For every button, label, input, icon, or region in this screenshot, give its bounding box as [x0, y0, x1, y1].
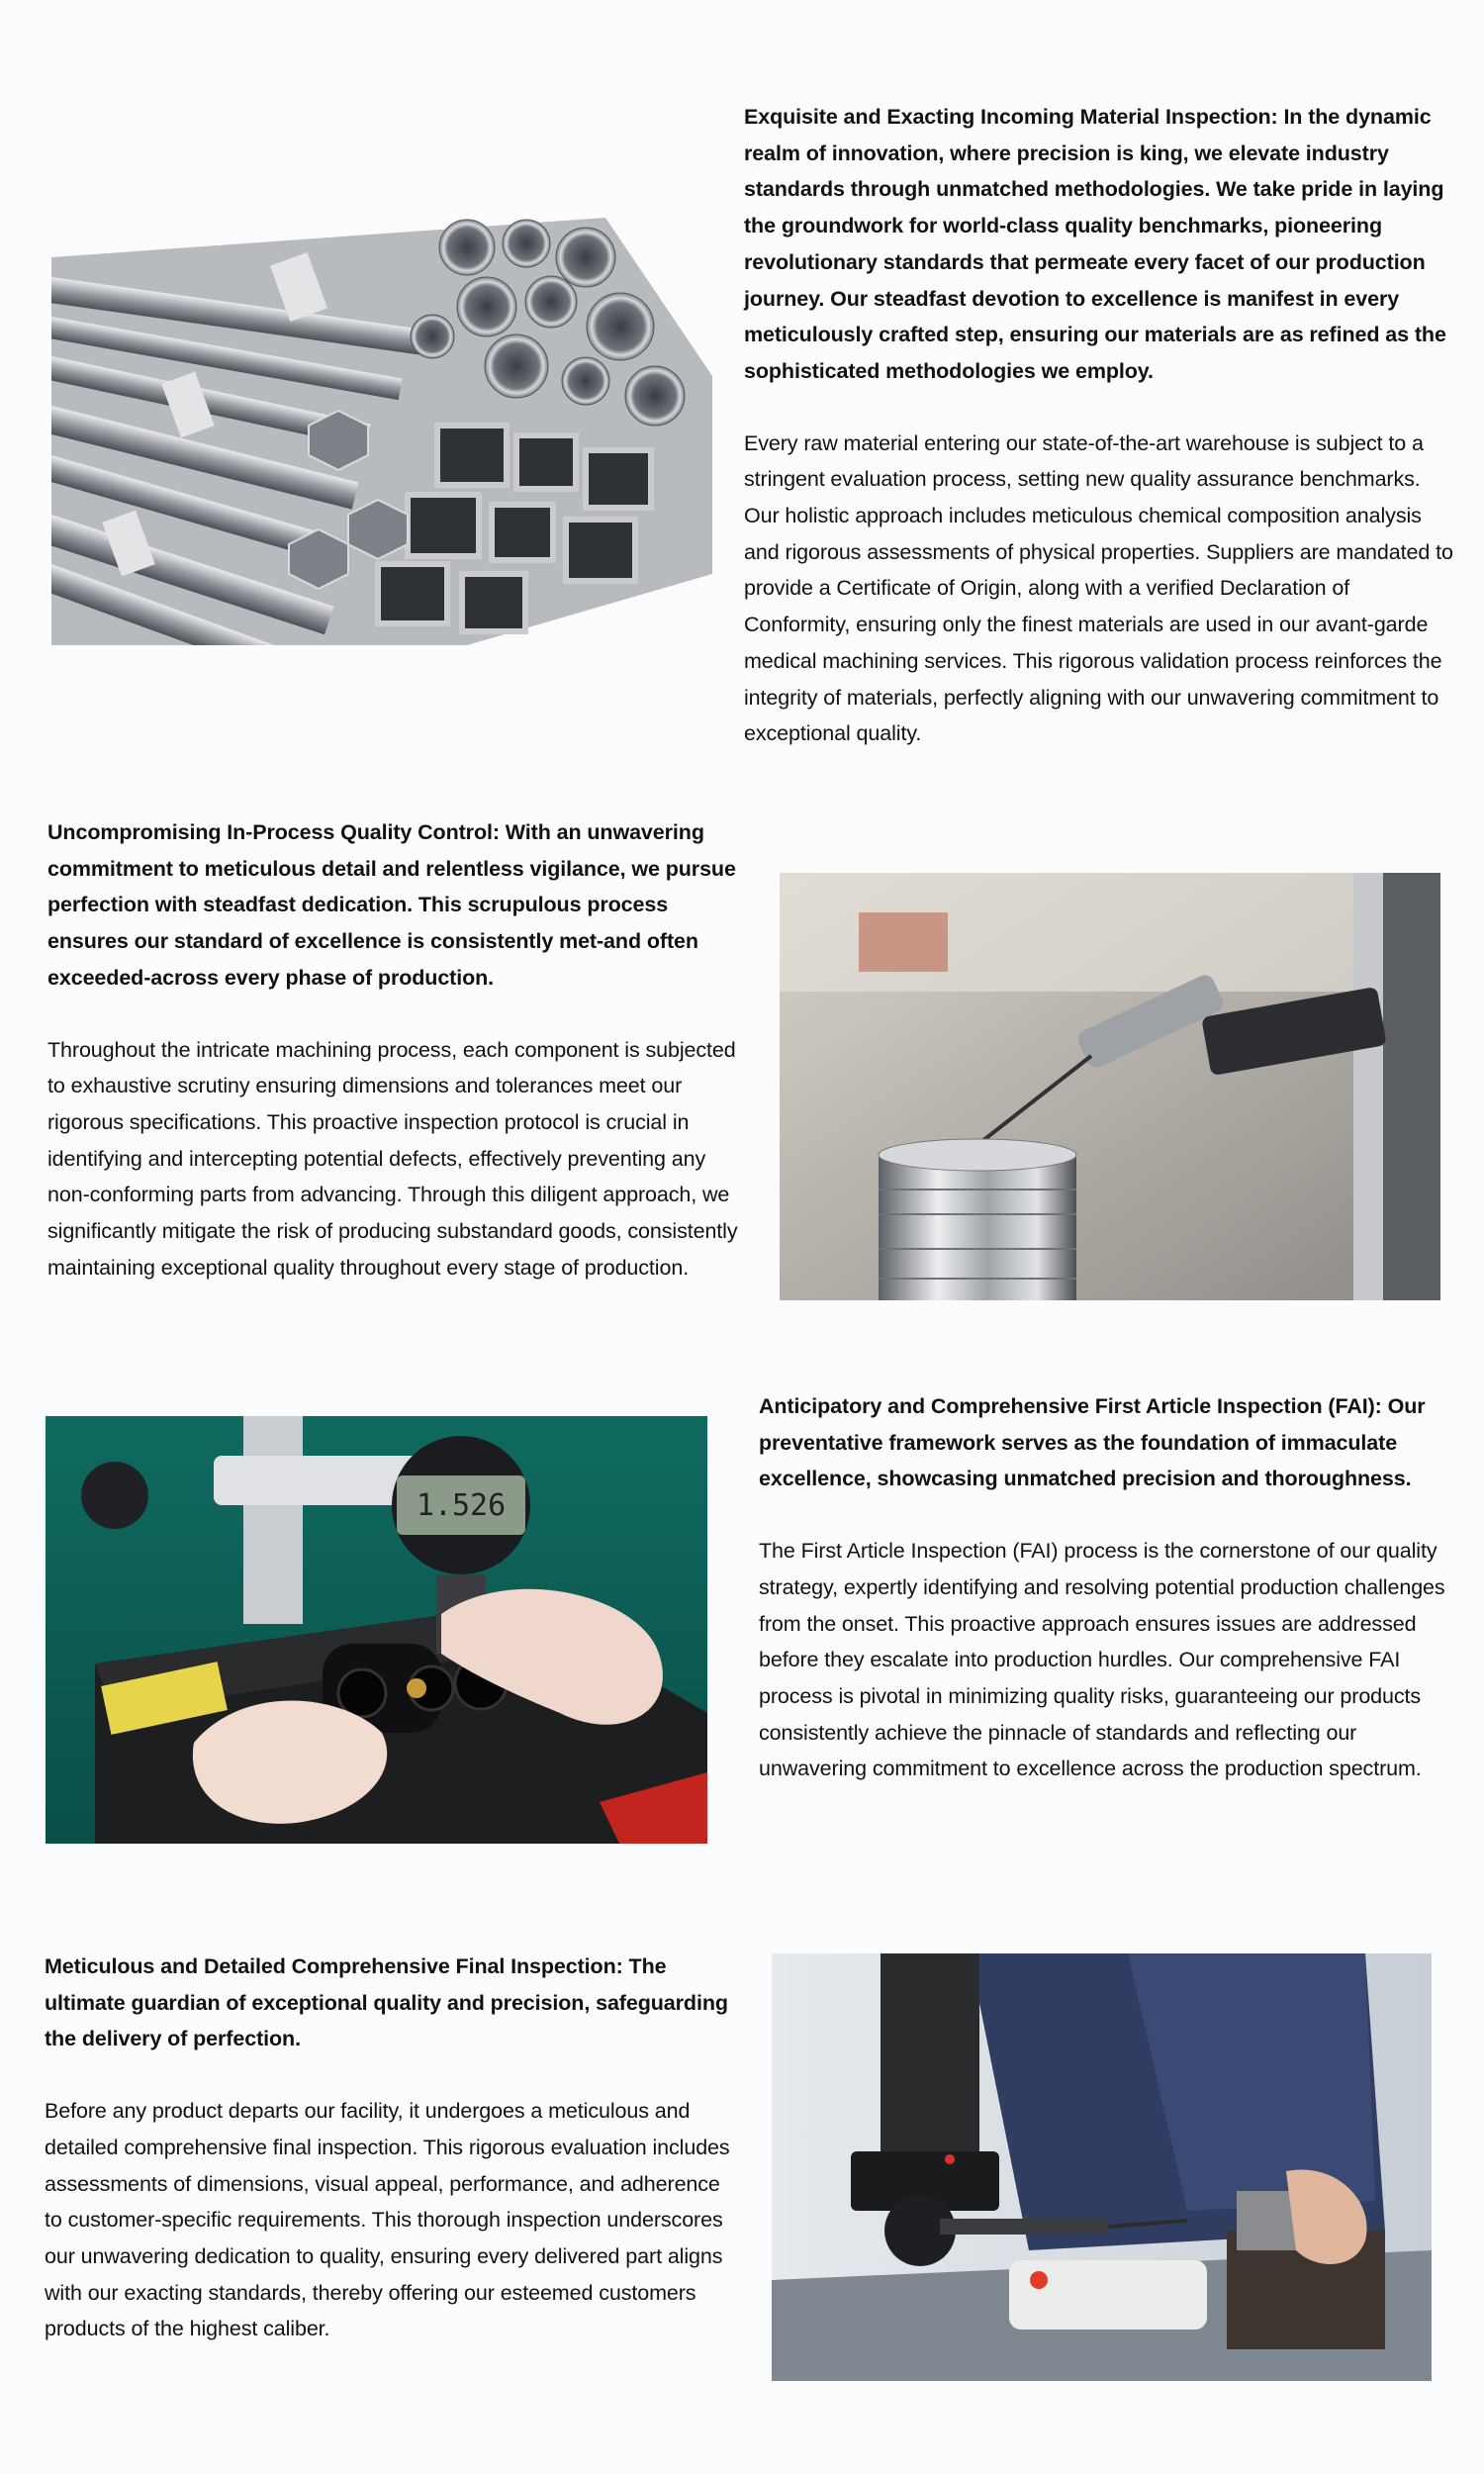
final-inspection-text [45, 1949, 742, 2347]
incoming-inspection-text [744, 99, 1456, 752]
in-process-qc-text [47, 814, 740, 1285]
final-inspection-body: Before any product departs our facility, it undergoes a meticulous and detailed comprehensive final inspection. This rigorous evaluation includes assessments of dimensions, visual appeal, performance, and adherence to customer-specific requirements. This thorough inspection underscores our unwavering dedication to quality, ensuring every delivered part aligns with our exacting standards, thereby offering our esteemed customers products of the highest caliber. [45, 2099, 730, 2341]
final-inspection-heading: Meticulous and Detailed Comprehensive Final Inspection: The ultimate guardian of exceptional quality and precision, safeguarding the delivery of perfection. [45, 1954, 728, 2051]
in-process-qc-heading: Uncompromising In-Process Quality Control: With an unwavering commitment to meticulous detail and relentless vigilance, we pursue perfection with steadfast dedication. This scrupulous process ensures our standard of excellence is consistently met-and often exceeded-across every phase of production. [47, 820, 736, 990]
dial-gauge-photo [46, 1416, 707, 1844]
in-process-qc-body: Throughout the intricate machining process, each component is subjected to exhaustive scrutiny ensuring dimensions and tolerances meet our rigorous specifications. This proactive inspection protocol is crucial in identifying and intercepting potential defects, effectively preventing any non-conforming parts from advancing. Through this diligent approach, we significantly mitigate the risk of producing substandard goods, consistently maintaining exceptional quality throughout every stage of production. [47, 1037, 738, 1280]
dial-readout: 1.526 [416, 1488, 507, 1523]
incoming-inspection-body: Every raw material entering our state-of-the-art warehouse is subject to a stringent evaluation process, setting new quality assurance benchmarks. Our holistic approach includes meticulous chemical composition analysis and rigorous assessments of physical properties. Suppliers are mandated to provide a Certificate of Origin, along with a verified Declaration of Conformity, ensuring only the finest materials are used in our avant-garde medical machining services. This rigorous validation process reinforces the integrity of materials, perfectly aligning with our unwavering commitment to exceptional quality. [744, 430, 1453, 746]
cmm-inspection-photo [772, 1953, 1432, 2381]
fai-heading: Anticipatory and Comprehensive First Article Inspection (FAI): Our preventative framework serves as the foundation of immaculate excellence, showcasing unmatched precision and thoroughness. [759, 1394, 1426, 1491]
metal-stock-photo [51, 218, 712, 645]
incoming-inspection-heading: Exquisite and Exacting Incoming Material Inspection: In the dynamic realm of innovation, where precision is king, we elevate industry standards through unmatched methodologies. We take pride in laying the groundwork for world-class quality benchmarks, pioneering revolutionary standards that permeate every facet of our production journey. Our steadfast devotion to excellence is manifest in every meticulously crafted step, ensuring our materials are as refined as the sophisticated methodologies we employ. [744, 105, 1446, 383]
fai-body: The First Article Inspection (FAI) process is the cornerstone of our quality strategy, expertly identifying and resolving potential production challenges from the onset. This proactive approach ensures issues are addressed before they escalate into production hurdles. Our comprehensive FAI process is pivotal in minimizing quality risks, guaranteeing our products consistently achieve the pinnacle of standards and reflecting our unwavering commitment to excellence across the production spectrum. [759, 1539, 1445, 1781]
fai-text [759, 1388, 1456, 1787]
cylinder-probe-photo [780, 873, 1440, 1300]
